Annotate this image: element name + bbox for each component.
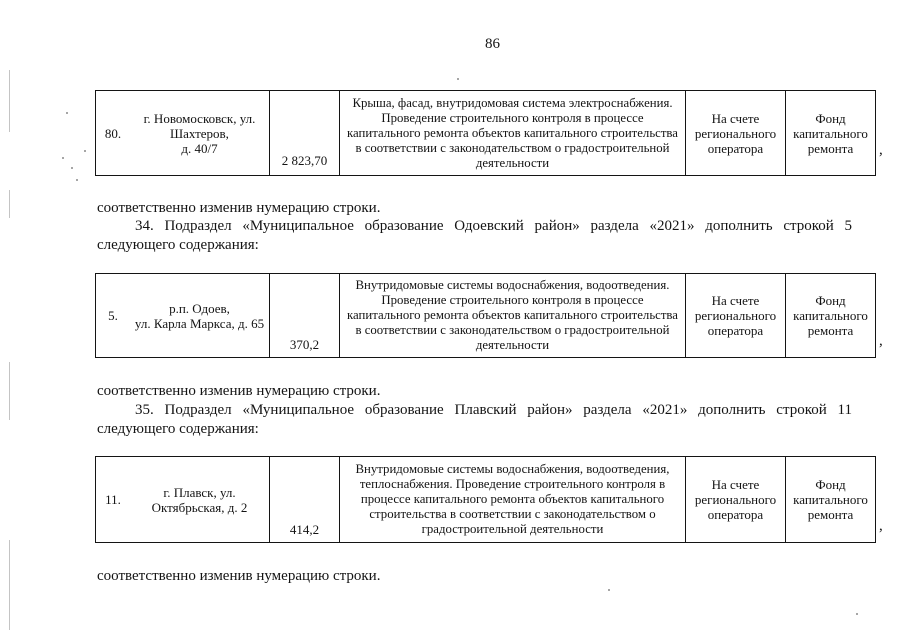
address-cell [130,457,269,542]
scan-artifact [62,157,64,159]
amount: 414,2 [289,522,320,537]
works-description: Внутридомовые системы водоснабжения, водоотведения. Проведение строительного контроля в процессе капитального ремонта объектов капитального строительства в соответствии с законодательством о градостроительной деятельности [347,278,678,352]
row-number-cell [96,457,130,542]
amendment-paragraph-line: 35. Подраздел «Муниципальное образование Плавский район» раздела «2021» дополнить строкой 11 [135,402,852,418]
trailing-comma: , [879,518,883,534]
funding-source: Фонд капитального ремонта [793,110,868,156]
scan-artifact [9,362,10,420]
scan-artifact [9,70,10,132]
row-number: 5. [108,308,118,323]
address: р.п. Одоев, ул. Карла Маркса, д. 65 [134,300,265,331]
scan-artifact [9,190,10,218]
renumbering-note: соответственно изменив нумерацию строки. [97,200,381,216]
works-cell [339,274,685,357]
renumbering-note: соответственно изменив нумерацию строки. [97,383,381,399]
trailing-comma: , [879,333,883,349]
page-number: 86 [485,36,500,52]
works-table-row [95,90,876,176]
account-cell [685,457,785,542]
amount-cell [269,91,339,175]
amount-cell [269,457,339,542]
address: г. Новомосковск, ул. Шахтеров, д. 40/7 [143,110,256,156]
account-type: На счете регионального оператора [694,293,777,338]
works-table-row [95,273,876,358]
amount-cell [269,274,339,357]
row-number-cell [96,274,130,357]
row-number-cell [96,91,130,175]
address-cell [130,274,269,357]
works-cell [339,457,685,542]
funding-source: Фонд капитального ремонта [793,293,868,338]
trailing-comma: , [879,142,883,158]
works-cell [339,91,685,175]
account-cell [685,274,785,357]
scan-artifact [71,167,73,169]
amount: 2 823,70 [281,153,328,168]
row-number: 11. [105,492,121,507]
address-cell [130,91,269,175]
fund-cell [785,91,875,175]
scan-artifact [856,613,858,615]
row-number: 80. [104,125,122,141]
works-description: Крыша, фасад, внутридомовая система электроснабжения. Проведение строительного контроля в процессе капитального ремонта объектов капитального строительства в соответствии с законодательством о градостроительной деятельности [347,95,678,170]
amendment-paragraph-line: следующего содержания: [97,421,259,437]
address: г. Плавск, ул. Октябрьская, д. 2 [151,484,248,515]
scan-artifact [9,540,10,630]
fund-cell [785,457,875,542]
account-cell [685,91,785,175]
scan-artifact [76,179,78,181]
scan-artifact [66,112,68,114]
renumbering-note: соответственно изменив нумерацию строки. [97,568,381,584]
account-type: На счете регионального оператора [694,110,777,156]
fund-cell [785,274,875,357]
scan-artifact [608,589,610,591]
works-table-row [95,456,876,543]
amount: 370,2 [289,337,320,352]
amendment-paragraph-line: 34. Подраздел «Муниципальное образование Одоевский район» раздела «2021» дополнить строкой 5 [135,218,852,234]
amendment-paragraph-line: следующего содержания: [97,237,259,253]
scan-artifact [84,150,86,152]
works-description: Внутридомовые системы водоснабжения, водоотведения, теплоснабжения. Проведение строительного контроля в процессе капитального ремонта объектов капитального строительства в соответствии с законодательством о градостроительной деятельности [355,462,670,536]
account-type: На счете регионального оператора [694,477,777,522]
scan-artifact [457,78,459,80]
funding-source: Фонд капитального ремонта [793,477,868,522]
